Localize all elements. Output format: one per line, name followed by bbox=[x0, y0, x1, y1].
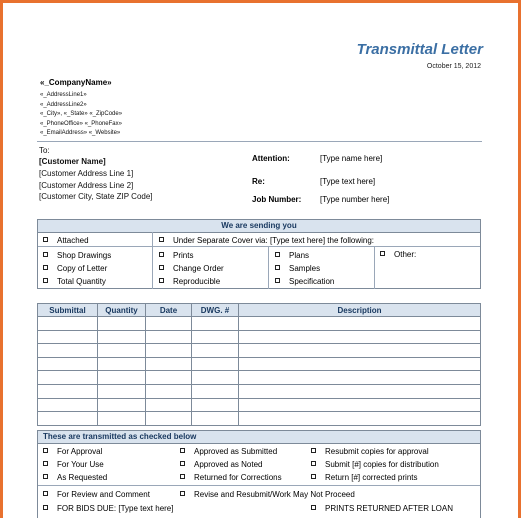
table-cell[interactable] bbox=[146, 317, 192, 331]
approved-as-noted-checkbox[interactable] bbox=[180, 460, 263, 469]
sending-col-divider-1 bbox=[152, 232, 153, 289]
table-row bbox=[38, 412, 481, 426]
table-cell[interactable] bbox=[239, 357, 481, 371]
document-title: Transmittal Letter bbox=[356, 41, 483, 58]
column-dwg: DWG. # bbox=[192, 304, 239, 317]
table-cell[interactable] bbox=[146, 412, 192, 426]
table-row bbox=[38, 317, 481, 331]
attention-label: Attention: bbox=[252, 154, 290, 163]
sending-heading: We are sending you bbox=[38, 220, 480, 233]
customer-address-line-2[interactable]: [Customer Address Line 2] bbox=[39, 181, 134, 190]
to-label: To: bbox=[39, 146, 50, 155]
prints-returned-label: PRINTS RETURNED AFTER LOAN bbox=[325, 504, 454, 513]
table-cell[interactable] bbox=[146, 357, 192, 371]
table-cell[interactable] bbox=[98, 384, 146, 398]
other-label: Other: bbox=[394, 250, 417, 259]
table-cell[interactable] bbox=[146, 344, 192, 358]
table-cell[interactable] bbox=[192, 357, 239, 371]
table-cell[interactable] bbox=[38, 330, 98, 344]
resubmit-copies-label: Resubmit copies for approval bbox=[325, 447, 429, 456]
sender-city-state-zip[interactable]: «_City», «_State» «_ZipCode» bbox=[40, 111, 123, 117]
samples-checkbox[interactable] bbox=[275, 264, 320, 273]
prints-checkbox[interactable] bbox=[159, 251, 193, 260]
specification-checkbox[interactable] bbox=[275, 277, 334, 286]
table-cell[interactable] bbox=[38, 371, 98, 385]
column-date: Date bbox=[146, 304, 192, 317]
table-cell[interactable] bbox=[38, 412, 98, 426]
customer-address-line-1[interactable]: [Customer Address Line 1] bbox=[39, 169, 134, 178]
table-row bbox=[38, 330, 481, 344]
table-cell[interactable] bbox=[192, 371, 239, 385]
shop-drawings-checkbox[interactable] bbox=[43, 251, 111, 260]
for-review-checkbox[interactable] bbox=[43, 490, 150, 499]
revise-resubmit-checkbox[interactable] bbox=[180, 490, 355, 499]
table-cell[interactable] bbox=[239, 384, 481, 398]
specification-label: Specification bbox=[289, 277, 335, 286]
return-corrected-prints-label: Return [#] corrected prints bbox=[325, 473, 418, 482]
copy-of-letter-checkbox[interactable] bbox=[43, 264, 107, 273]
table-cell[interactable] bbox=[98, 317, 146, 331]
for-bids-label: FOR BIDS DUE: [Type text here] bbox=[57, 504, 174, 513]
sender-address-line-1[interactable]: «_AddressLine1» bbox=[40, 92, 87, 98]
table-cell[interactable] bbox=[98, 398, 146, 412]
table-cell[interactable] bbox=[38, 357, 98, 371]
table-cell[interactable] bbox=[98, 412, 146, 426]
re-field[interactable]: [Type text here] bbox=[320, 177, 376, 186]
document-date[interactable]: October 15, 2012 bbox=[426, 63, 481, 70]
table-row bbox=[38, 371, 481, 385]
under-separate-label: Under Separate Cover via: [Type text here] the following: bbox=[173, 236, 374, 245]
table-cell[interactable] bbox=[146, 330, 192, 344]
approved-as-noted-label: Approved as Noted bbox=[194, 460, 263, 469]
as-requested-label: As Requested bbox=[57, 473, 108, 482]
sender-company[interactable]: «_CompanyName» bbox=[40, 78, 112, 87]
table-cell[interactable] bbox=[239, 412, 481, 426]
reproducible-checkbox[interactable] bbox=[159, 277, 220, 286]
table-cell[interactable] bbox=[98, 357, 146, 371]
sending-divider bbox=[38, 246, 480, 247]
sender-email-website[interactable]: «_EmailAddress» «_Website» bbox=[40, 130, 121, 136]
plans-checkbox[interactable] bbox=[275, 251, 309, 260]
column-description: Description bbox=[239, 304, 481, 317]
table-cell[interactable] bbox=[38, 398, 98, 412]
table-cell[interactable] bbox=[239, 330, 481, 344]
plans-label: Plans bbox=[289, 251, 310, 260]
table-cell[interactable] bbox=[192, 317, 239, 331]
column-submittal: Submittal bbox=[38, 304, 98, 317]
for-your-use-label: For Your Use bbox=[57, 460, 104, 469]
total-quantity-checkbox[interactable] bbox=[43, 277, 106, 286]
returned-for-corrections-label: Returned for Corrections bbox=[194, 473, 282, 482]
resubmit-copies-checkbox[interactable] bbox=[311, 447, 429, 456]
table-cell[interactable] bbox=[98, 371, 146, 385]
under-separate-checkbox[interactable] bbox=[159, 236, 374, 245]
table-row bbox=[38, 398, 481, 412]
table-cell[interactable] bbox=[146, 371, 192, 385]
attached-label: Attached bbox=[57, 236, 89, 245]
return-corrected-prints-checkbox[interactable] bbox=[311, 473, 417, 482]
change-order-checkbox[interactable] bbox=[159, 264, 224, 273]
change-order-label: Change Order bbox=[173, 264, 224, 273]
shop-drawings-label: Shop Drawings bbox=[57, 251, 112, 260]
for-your-use-checkbox[interactable] bbox=[43, 460, 104, 469]
table-cell[interactable] bbox=[239, 344, 481, 358]
submit-copies-checkbox[interactable] bbox=[311, 460, 439, 469]
table-cell[interactable] bbox=[146, 384, 192, 398]
table-cell[interactable] bbox=[239, 371, 481, 385]
attached-checkbox[interactable] bbox=[43, 236, 89, 245]
sending-col-divider-2 bbox=[268, 246, 269, 289]
job-number-label: Job Number: bbox=[252, 195, 302, 204]
re-label: Re: bbox=[252, 177, 265, 186]
table-cell[interactable] bbox=[192, 384, 239, 398]
approved-as-submitted-checkbox[interactable] bbox=[180, 447, 277, 456]
table-cell[interactable] bbox=[98, 330, 146, 344]
copy-of-letter-label: Copy of Letter bbox=[57, 264, 108, 273]
for-bids-checkbox[interactable] bbox=[43, 504, 173, 513]
table-cell[interactable] bbox=[192, 398, 239, 412]
items-table bbox=[37, 303, 481, 426]
total-quantity-label: Total Quantity bbox=[57, 277, 106, 286]
attention-field[interactable]: [Type name here] bbox=[320, 154, 383, 163]
revise-resubmit-label: Revise and Resubmit/Work May Not Proceed bbox=[194, 490, 355, 499]
sending-col-divider-3 bbox=[374, 246, 375, 289]
transmitted-heading: These are transmitted as checked below bbox=[38, 431, 480, 444]
customer-city-state-zip[interactable]: [Customer City, State ZIP Code] bbox=[39, 192, 153, 201]
header-divider bbox=[37, 141, 482, 142]
for-approval-checkbox[interactable] bbox=[43, 447, 102, 456]
table-row bbox=[38, 357, 481, 371]
items-table-header bbox=[38, 304, 481, 317]
as-requested-checkbox[interactable] bbox=[43, 473, 107, 482]
returned-for-corrections-checkbox[interactable] bbox=[180, 473, 282, 482]
table-cell[interactable] bbox=[239, 317, 481, 331]
table-cell[interactable] bbox=[192, 330, 239, 344]
table-cell[interactable] bbox=[38, 384, 98, 398]
table-cell[interactable] bbox=[239, 398, 481, 412]
sender-address-line-2[interactable]: «_AddressLine2» bbox=[40, 101, 87, 108]
sender-phones[interactable]: «_PhoneOffice» «_PhoneFax» bbox=[40, 120, 122, 127]
table-row bbox=[38, 384, 481, 398]
table-cell[interactable] bbox=[98, 344, 146, 358]
prints-returned-checkbox[interactable] bbox=[311, 504, 453, 513]
submit-copies-label: Submit [#] copies for distribution bbox=[325, 460, 439, 469]
prints-label: Prints bbox=[173, 251, 194, 260]
table-cell[interactable] bbox=[192, 344, 239, 358]
table-cell[interactable] bbox=[38, 317, 98, 331]
table-cell[interactable] bbox=[192, 412, 239, 426]
job-number-field[interactable]: [Type number here] bbox=[320, 195, 390, 204]
table-row bbox=[38, 344, 481, 358]
for-approval-label: For Approval bbox=[57, 447, 103, 456]
reproducible-label: Reproducible bbox=[173, 277, 221, 286]
for-review-label: For Review and Comment bbox=[57, 490, 150, 499]
approved-as-submitted-label: Approved as Submitted bbox=[194, 447, 278, 456]
table-cell[interactable] bbox=[38, 344, 98, 358]
other-checkbox[interactable] bbox=[380, 250, 416, 259]
customer-name[interactable]: [Customer Name] bbox=[39, 157, 106, 166]
transmitted-divider bbox=[38, 485, 480, 486]
table-cell[interactable] bbox=[146, 398, 192, 412]
samples-label: Samples bbox=[289, 264, 321, 273]
column-quantity: Quantity bbox=[98, 304, 146, 317]
